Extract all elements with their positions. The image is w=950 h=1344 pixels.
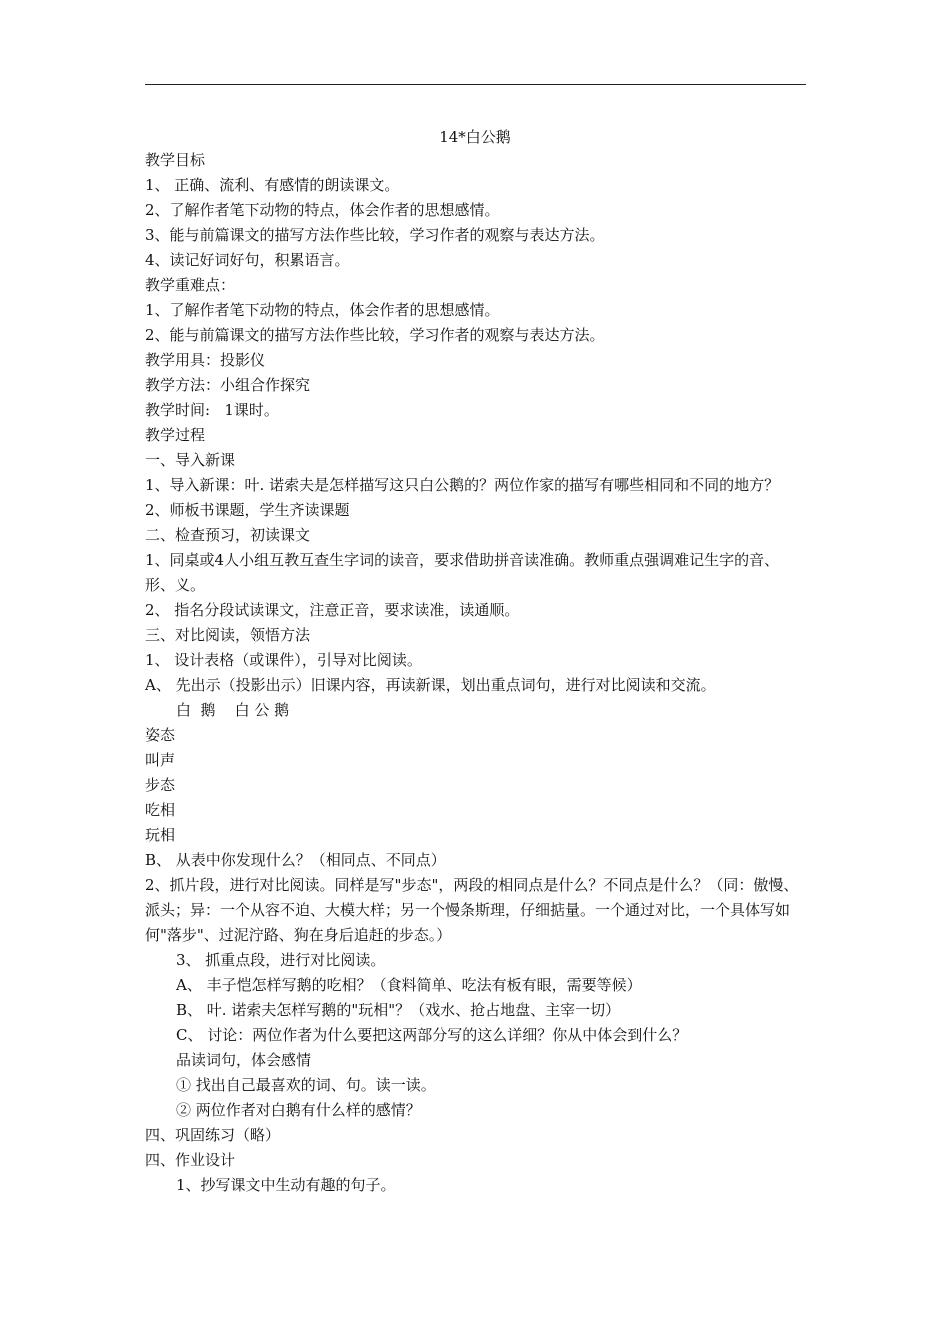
document-title: 14*白公鹅 xyxy=(439,128,511,146)
document-body xyxy=(145,148,807,1198)
text-line: 四、作业设计 xyxy=(145,1151,236,1169)
text-line: 教学用具：投影仪 xyxy=(145,351,266,369)
text-line: 教学重难点： xyxy=(145,276,236,294)
text-line: C、 讨论：两位作者为什么要把这两部分写的这么详细？你从中体会到什么？ xyxy=(176,1026,688,1044)
text-line: A、 先出示（投影出示）旧课内容，再读新课，划出重点词句，进行对比阅读和交流。 xyxy=(145,676,716,694)
text-line: 品读词句，体会感情 xyxy=(176,1051,312,1069)
text-line: 玩相 xyxy=(145,826,176,844)
header-rule xyxy=(145,84,806,85)
text-line: 一、导入新课 xyxy=(145,451,236,469)
text-line: 吃相 xyxy=(145,801,176,819)
text-line: 3、 抓重点段，进行对比阅读。 xyxy=(176,951,386,969)
text-line: 2、能与前篇课文的描写方法作些比较，学习作者的观察与表达方法。 xyxy=(145,326,605,344)
text-line: 2、了解作者笔下动物的特点，体会作者的思想感情。 xyxy=(145,201,500,219)
text-line: 白 鹅 白 公 鹅 xyxy=(176,701,290,719)
text-line: 1、 正确、流利、有感情的朗读课文。 xyxy=(145,176,400,194)
text-line: 二、检查预习，初读课文 xyxy=(145,526,311,544)
text-line: 3、能与前篇课文的描写方法作些比较，学习作者的观察与表达方法。 xyxy=(145,226,605,244)
text-line: 姿态 xyxy=(145,726,176,744)
text-line: ② 两位作者对白鹅有什么样的感情？ xyxy=(176,1101,421,1119)
text-line: A、 丰子恺怎样写鹅的吃相？（食料简单、吃法有板有眼，需要等候） xyxy=(176,976,642,994)
text-line: 2、抓片段，进行对比阅读。同样是写"步态"，两段的相同点是什么？不同点是什么？（同：傲慢、派头；异：一个从容不迫、大模大样；另一个慢条斯理，仔细掂量。一个通过对比，一个具体写如何"落步"、过泥泞路、狗在身后追赶的步态。） xyxy=(145,876,799,944)
text-line: 1、抄写课文中生动有趣的句子。 xyxy=(176,1176,396,1194)
text-line: 步态 xyxy=(145,776,176,794)
text-line: 叫声 xyxy=(145,751,176,769)
text-line: 教学时间: 1课时。 xyxy=(145,401,279,419)
text-line: 4、读记好词好句，积累语言。 xyxy=(145,251,350,269)
text-line: 2、 指名分段试读课文，注意正音，要求读准，读通顺。 xyxy=(145,601,520,619)
text-line: 教学过程 xyxy=(145,426,206,444)
text-line: 1、了解作者笔下动物的特点，体会作者的思想感情。 xyxy=(145,301,500,319)
text-line: 教学目标 xyxy=(145,151,206,169)
text-line: ① 找出自己最喜欢的词、句。读一读。 xyxy=(176,1076,436,1094)
text-line: 四、巩固练习（略） xyxy=(145,1126,281,1144)
text-line: 1、同桌或4人小组互教互查生字词的读音，要求借助拼音读准确。教师重点强调难记生字的音、形、义。 xyxy=(145,551,780,594)
text-line: B、 叶. 诺索夫怎样写鹅的"玩相"？（戏水、抢占地盘、主宰一切） xyxy=(176,1001,621,1019)
text-line: B、 从表中你发现什么？（相同点、不同点） xyxy=(145,851,446,869)
text-line: 2、师板书课题，学生齐读课题 xyxy=(145,501,350,519)
text-line: 三、对比阅读，领悟方法 xyxy=(145,626,311,644)
text-line: 1、 设计表格（或课件），引导对比阅读。 xyxy=(145,651,422,669)
text-line: 教学方法：小组合作探究 xyxy=(145,376,311,394)
text-line: 1、导入新课：叶. 诺索夫是怎样描写这只白公鹅的？两位作家的描写有哪些相同和不同的地方？ xyxy=(145,476,780,494)
